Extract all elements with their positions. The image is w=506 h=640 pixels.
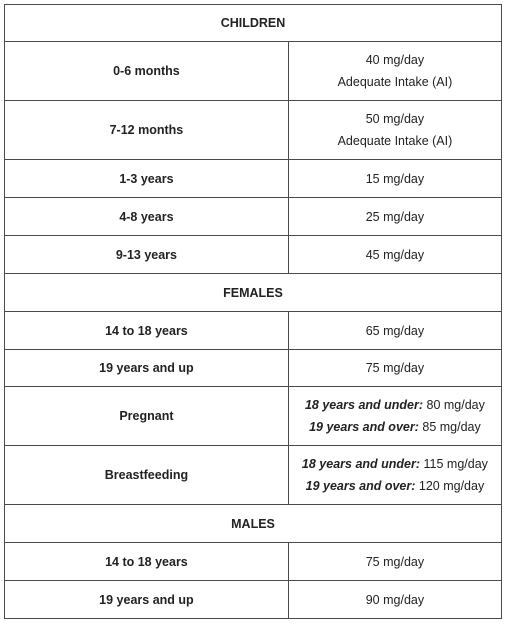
age-qualifier: 18 years and under: [301,457,421,471]
section-header-females [5,274,502,312]
row-value [288,101,501,160]
value-line [295,416,495,438]
table-row [5,101,502,160]
section-header-males [5,505,502,543]
row-value [288,446,501,505]
age-qualifier: 19 years and over: [309,420,419,434]
value-line [295,394,495,416]
value-text: 80 mg/day [423,398,485,412]
row-label: 19 years and up [5,581,289,619]
section-title: FEMALES [5,274,502,312]
table-row [5,387,502,446]
table-row [5,312,502,350]
section-title: MALES [5,505,502,543]
row-value [288,42,501,101]
table-row [5,42,502,101]
row-value: 15 mg/day [288,160,501,198]
table-row [5,543,502,581]
value-text: 40 mg/day [365,53,425,67]
row-value: 65 mg/day [288,312,501,350]
table-row [5,236,502,274]
value-line [295,475,495,497]
row-value: 90 mg/day [288,581,501,619]
section-title: CHILDREN [5,5,502,42]
value-line [295,453,495,475]
table-row [5,581,502,619]
table-row [5,350,502,387]
row-label: Pregnant [5,387,289,446]
row-value [288,387,501,446]
row-label: 1-3 years [5,160,289,198]
age-qualifier: 18 years and under: [304,398,424,412]
table-row [5,160,502,198]
table-row [5,198,502,236]
age-qualifier: 19 years and over: [305,479,416,493]
row-label: 9-13 years [5,236,289,274]
row-label: 14 to 18 years [5,312,289,350]
row-label: Breastfeeding [5,446,289,505]
row-label: 0-6 months [5,42,289,101]
value-note: Adequate Intake (AI) [337,134,453,148]
table-row [5,446,502,505]
row-label: 7-12 months [5,101,289,160]
value-text: 120 mg/day [415,479,485,493]
section-header-children [5,5,502,42]
row-value: 75 mg/day [288,543,501,581]
value-text: 85 mg/day [418,420,481,434]
row-label: 19 years and up [5,350,289,387]
row-label: 4-8 years [5,198,289,236]
row-value: 25 mg/day [288,198,501,236]
value-text: 115 mg/day [420,457,488,471]
value-note: Adequate Intake (AI) [337,75,453,89]
row-value: 45 mg/day [288,236,501,274]
row-value: 75 mg/day [288,350,501,387]
intake-table [4,4,502,619]
value-text: 50 mg/day [365,112,425,126]
row-label: 14 to 18 years [5,543,289,581]
